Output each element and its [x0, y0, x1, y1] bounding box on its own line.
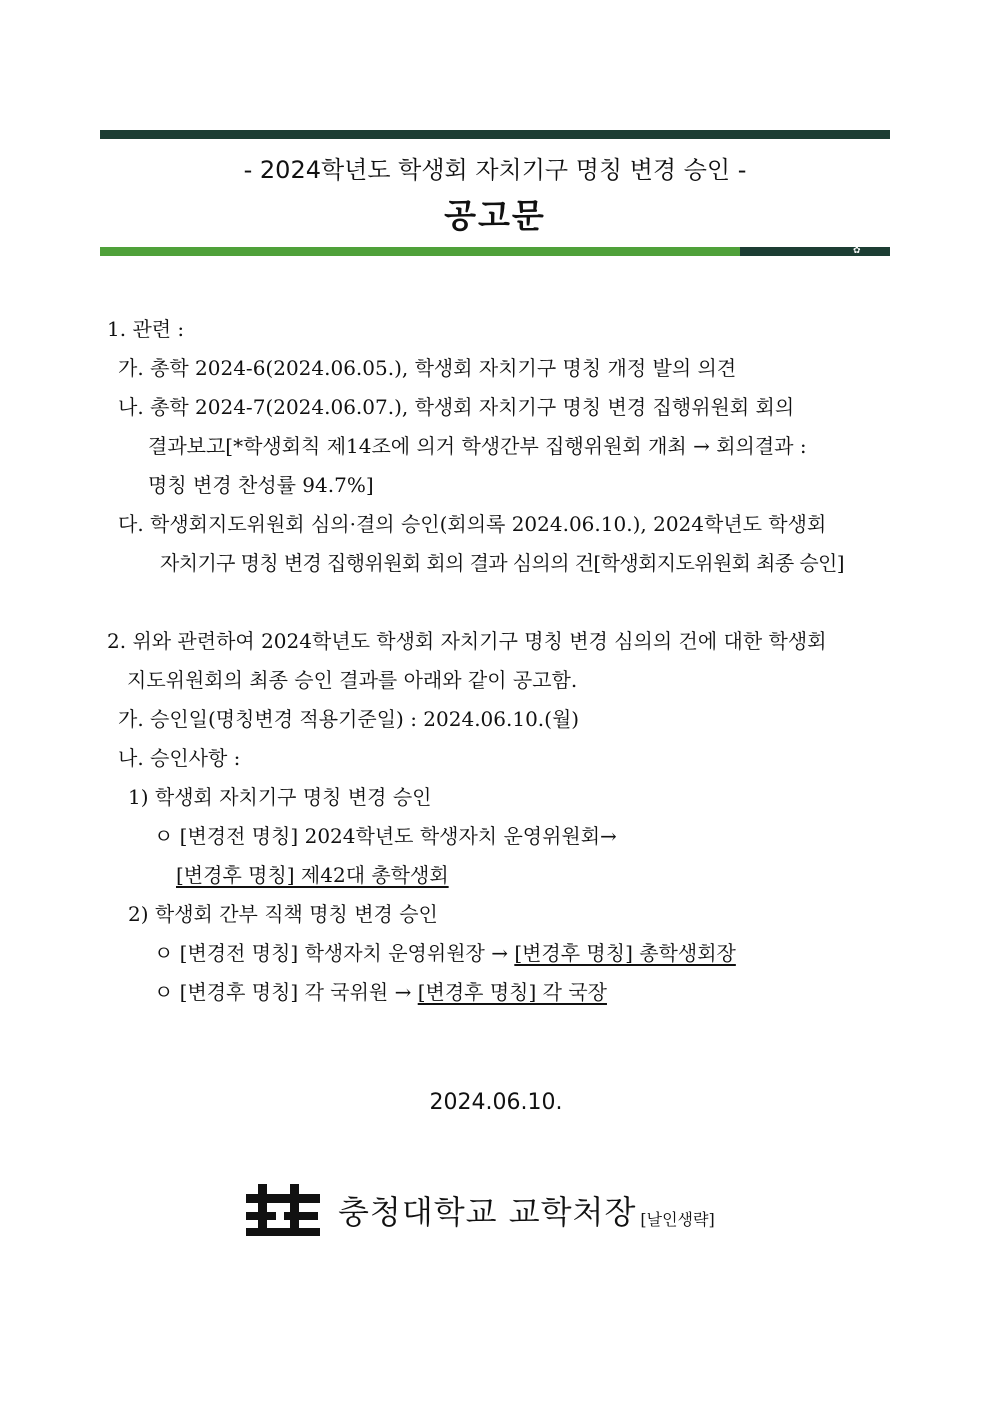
approval-item-2b-after: [변경후 명칭] 각 국장 — [417, 980, 607, 1004]
section1-item-da-line1: 다. 학생회지도위원회 심의·결의 승인(회의록 2024.06.10.), 2024학년도 학생회 — [118, 512, 827, 536]
signature-block — [244, 1180, 715, 1240]
section2-item-ga: 가. 승인일(명칭변경 적용기준일) : 2024.06.10.(월) — [118, 707, 580, 731]
section1-item-na-line1: 나. 총학 2024-7(2024.06.07.), 학생회 자치기구 명칭 변경 집행위원회 회의 — [118, 395, 795, 419]
section1-item-na-line3: 명칭 변경 찬성률 94.7%] — [148, 473, 374, 497]
section1-item-na-line2: 결과보고[*학생회칙 제14조에 의거 학생간부 집행위원회 개최 → 회의결과 : — [148, 434, 807, 458]
header-bottom-bar-accent — [740, 247, 890, 256]
university-logo-icon — [244, 1182, 322, 1238]
section2-heading-line1: 2. 위와 관련하여 2024학년도 학생회 자치기구 명칭 변경 심의의 건에 대한 학생회 — [107, 629, 827, 653]
notice-title: 공고문 — [444, 196, 546, 235]
approval-item-1: 1) 학생회 자치기구 명칭 변경 승인 — [128, 785, 432, 809]
approval-item-2b-before: ㅇ [변경후 명칭] 각 국위원 → — [154, 980, 418, 1004]
section2-heading-line2: 지도위원회의 최종 승인 결과를 아래와 같이 공고함. — [127, 668, 578, 692]
approval-item-1-after: [변경후 명칭] 제42대 총학생회 — [176, 863, 449, 887]
approval-item-2a-before: ㅇ [변경전 명칭] 학생자치 운영위원장 → — [154, 941, 515, 965]
leaf-decoration-icon: ✿ — [853, 246, 861, 256]
section1-heading: 1. 관련 : — [107, 317, 185, 341]
issuer-name: 충청대학교 교학처장 — [338, 1193, 637, 1231]
approval-item-2: 2) 학생회 간부 직책 명칭 변경 승인 — [128, 902, 438, 926]
notice-subtitle: - 2024학년도 학생회 자치기구 명칭 변경 승인 - — [243, 156, 747, 184]
approval-item-2a — [154, 940, 736, 966]
section1-item-da-line2: 자치기구 명칭 변경 집행위원회 회의 결과 심의의 건[학생회지도위원회 최종 승인] — [160, 551, 844, 575]
approval-item-1-before: ㅇ [변경전 명칭] 2024학년도 학생자치 운영위원회→ — [154, 824, 617, 848]
seal-omitted-note: [날인생략] — [640, 1210, 715, 1229]
section1-item-ga: 가. 총학 2024-6(2024.06.05.), 학생회 자치기구 명칭 개정 발의 의견 — [118, 356, 737, 380]
header-top-bar — [100, 130, 890, 139]
section2-item-na: 나. 승인사항 : — [118, 746, 241, 770]
approval-item-2b — [154, 979, 607, 1005]
notice-date: 2024.06.10. — [429, 1090, 563, 1115]
approval-item-2a-after: [변경후 명칭] 총학생회장 — [514, 941, 736, 965]
